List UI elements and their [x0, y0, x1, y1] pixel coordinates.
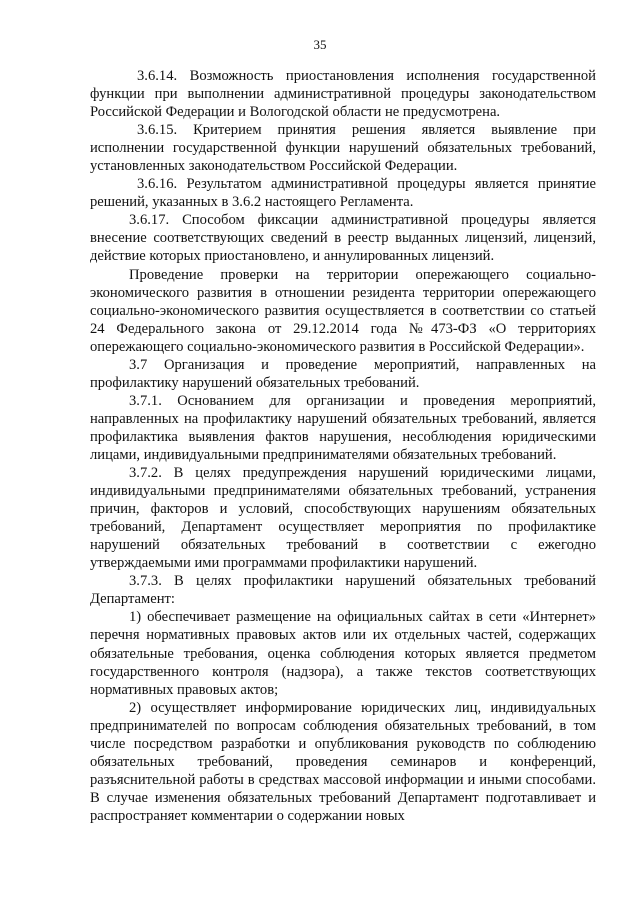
paragraph-3-6-16: 3.6.16. Результатом административной процедуры является принятие решений, указанных в 3.6.2 настоящего Регламента.	[90, 176, 596, 211]
paragraph-3-6-15: 3.6.15. Критерием принятия решения является выявление при исполнении государственной функции нарушений обязательных требований, установленных законодательством Российской Федерации.	[90, 122, 596, 175]
paragraph-3-6-17: 3.6.17. Способом фиксации административной процедуры является внесение соответствующих сведений в реестр выданных лицензий, лицензий, действие которых приостановлено, и аннулированных лицензий.	[90, 212, 596, 265]
document-body	[90, 67, 596, 825]
paragraph-3-7-3: 3.7.3. В целях профилактики нарушений обязательных требований Департамент:	[90, 573, 596, 608]
page-number: 35	[313, 37, 327, 52]
list-item-2: 2) осуществляет информирование юридических лиц, индивидуальных предпринимателей по вопросам соблюдения обязательных требований, в том числе посредством разработки и опубликования руководств по соблюдению обязательных требований, проведения семинаров и конференций, разъяснительной работы в средствах массовой информации и иными способами. В случае изменения обязательных требований Департамент подготавливает и распространяет комментарии о содержании новых	[90, 699, 596, 824]
section-heading-3-7: 3.7 Организация и проведение мероприятий, направленных на профилактику нарушений обязательных требований.	[90, 356, 596, 391]
list-item-1: 1) обеспечивает размещение на официальных сайтах в сети «Интернет» перечня нормативных правовых актов или их отдельных частей, содержащих обязательные требования, оценка соблюдения которых является предметом государственного контроля (надзора), а также текстов соответствующих нормативных правовых актов;	[90, 609, 596, 698]
paragraph-3-7-2: 3.7.2. В целях предупреждения нарушений юридическими лицами, индивидуальными предпринимателями обязательных требований, устранения причин, факторов и условий, способствующих нарушениям обязательных требований, Департамент осуществляет мероприятия по профилактике нарушений обязательных требований в соответствии с ежегодно утверждаемыми ими программами профилактики нарушений.	[90, 465, 596, 572]
paragraph-3-6-14: 3.6.14. Возможность приостановления исполнения государственной функции при выполнении административной процедуры законодательством Российской Федерации и Вологодской области не предусмотрена.	[90, 68, 596, 121]
paragraph-inspection-territory: Проведение проверки на территории опережающего социально-экономического развития в отношении резидента территории опережающего социально-экономического развития осуществляется в соответствии со статьей 24 Федерального закона от 29.12.2014 года №473-ФЗ «О территориях опережающего социально-экономического развития в Российской Федерации».	[90, 266, 596, 355]
paragraph-3-7-1: 3.7.1. Основанием для организации и проведения мероприятий, направленных на профилактику нарушений обязательных требований, является профилактика выявления фактов нарушения, несоблюдения юридическими лицами, индивидуальными предпринимателями обязательных требований.	[90, 392, 596, 463]
